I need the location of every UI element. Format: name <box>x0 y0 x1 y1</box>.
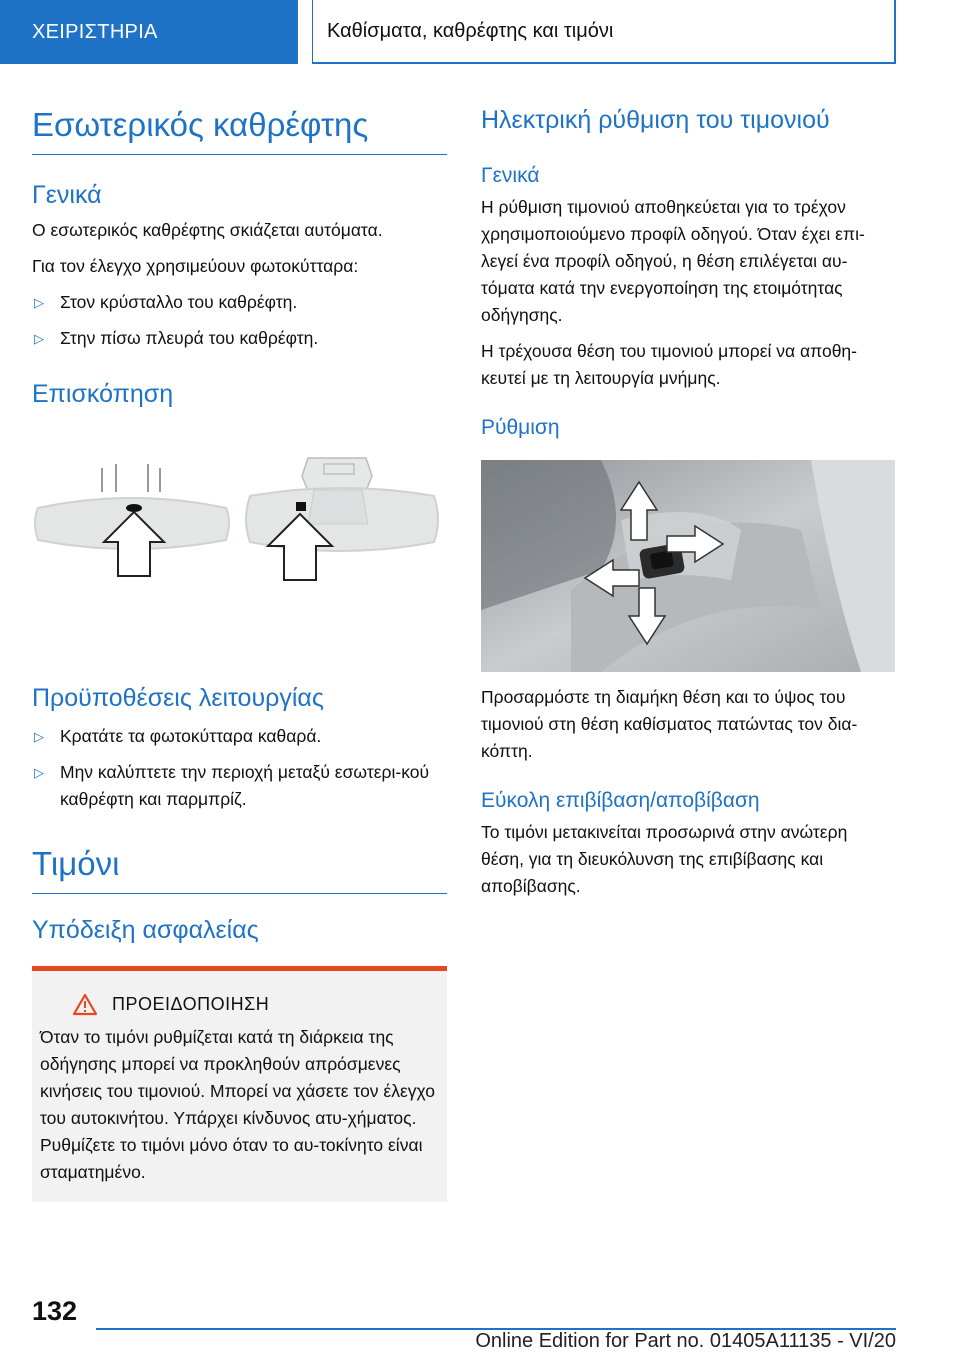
steering-adjust-switch-icon <box>481 460 895 672</box>
heading-interior-mirror: Εσωτερικός καθρέφτης <box>32 96 447 155</box>
photocell-list <box>32 289 447 352</box>
list-item: ▷ Μην καλύπτετε την περιοχή μεταξύ εσωτερι-κού καθρέφτη και παρμπρίζ. <box>32 759 447 813</box>
mirror-diagram-icon <box>32 450 447 656</box>
mirror-front-icon <box>35 464 229 576</box>
heading-prerequisites: Προϋποθέσεις λειτουργίας <box>32 684 324 712</box>
triangle-bullet-icon: ▷ <box>34 765 44 780</box>
memory-text: Η τρέχουσα θέση του τιμονιού μπορεί να αποθη-κευτεί με τη λειτουργία μνήμης. <box>481 341 857 388</box>
chapter-title: Καθίσματα, καθρέφτης και τιμόνι <box>312 0 896 64</box>
right-column <box>481 96 895 900</box>
heading-general-right: Γενικά <box>481 164 540 187</box>
list-item: ▷ Κρατάτε τα φωτοκύτταρα καθαρά. <box>32 723 447 750</box>
page-number: 132 <box>32 1296 78 1326</box>
heading-easy-entry: Εύκολη επιβίβαση/αποβίβαση <box>481 789 760 812</box>
warning-label: ΠΡΟΕΙΔΟΠΟΙΗΣΗ <box>112 994 270 1014</box>
list-item: ▷ Στην πίσω πλευρά του καθρέφτη. <box>32 325 447 352</box>
warning-text: Όταν το τιμόνι ρυθμίζεται κατά τη διάρκεια της οδήγησης μπορεί να προκληθούν απρόσμενες κινήσεις του τιμονιού. Μπορεί να χάσετε τον έλεγχο του αυτοκινήτου. Υπάρχει κίνδυνος ατυ-χήματος. Ρυθμίζετε το τιμόνι μόνο όταν το αυ-τοκίνητο είναι σταματημένο. <box>40 1027 435 1182</box>
adjustment-general-text: Η ρύθμιση τιμονιού αποθηκεύεται για το τρέχον χρησιμοποιούμενο προφίλ οδηγού. Όταν έχει επι-λεγεί ένα προφίλ οδηγού, η θέση επιλέγεται αυ-τόματα κατά την ενεργοποίηση της ετοιμότητας οδήγησης. <box>481 197 865 325</box>
triangle-bullet-icon: ▷ <box>34 295 44 310</box>
warning-triangle-icon <box>72 993 98 1016</box>
warning-header <box>72 993 435 1016</box>
heading-electric-adjustment: Ηλεκτρική ρύθμιση του τιμονιού <box>481 106 830 134</box>
heading-safety-note: Υπόδειξη ασφαλείας <box>32 916 259 944</box>
heading-general: Γενικά <box>32 181 102 209</box>
edition-text: Online Edition for Part no. 01405A11135 - VI/20 <box>475 1330 896 1352</box>
heading-steering-wheel: Τιμόνι <box>32 835 447 894</box>
list-item: ▷ Στον κρύσταλλο του καθρέφτη. <box>32 289 447 316</box>
prerequisite-list <box>32 723 447 813</box>
steering-switch-photo <box>481 460 895 672</box>
general-text-2: Για τον έλεγχο χρησιμεύουν φωτοκύτταρα: <box>32 256 359 276</box>
left-column <box>32 96 447 1202</box>
mirror-rear-icon <box>246 458 438 580</box>
triangle-bullet-icon: ▷ <box>34 331 44 346</box>
easy-entry-text: Το τιμόνι μετακινείται προσωρινά στην ανώτερη θέση, για τη διευκόλυνση της επιβίβασης και αποβίβασης. <box>481 822 848 896</box>
heading-adjustment: Ρύθμιση <box>481 416 560 439</box>
warning-box <box>32 966 447 1202</box>
triangle-bullet-icon: ▷ <box>34 729 44 744</box>
section-tab: ΧΕΙΡΙΣΤΗΡΙΑ <box>0 0 298 64</box>
mirror-illustration <box>32 450 447 656</box>
adjustment-text: Προσαρμόστε τη διαμήκη θέση και το ύψος του τιμονιού στη θέση καθίσματος πατώντας τον δια-κόπτη. <box>481 687 858 761</box>
general-text-1: Ο εσωτερικός καθρέφτης σκιάζεται αυτόματα. <box>32 220 383 240</box>
heading-overview: Επισκόπηση <box>32 380 174 408</box>
